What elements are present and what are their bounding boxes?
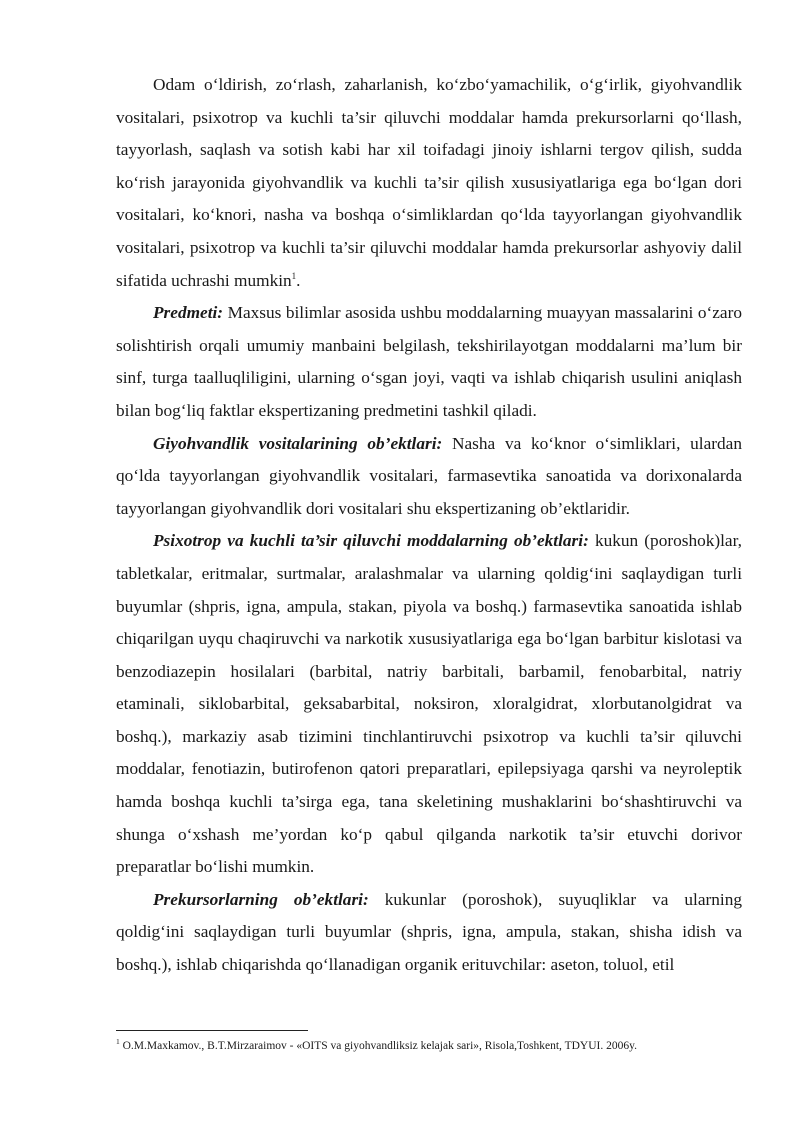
paragraph-text: Nasha va ko‘knor o‘simliklari, ulardan qo‘lda tayyorlangan giyohvandlik vositalari, farmasevtika sanoatida va dorixonalarda tayyorlangan giyohvandlik dori vositalari shu ekspertizaning ob’ektlaridir.: [116, 433, 742, 518]
paragraph-text: Odam o‘ldirish, zo‘rlash, zaharlanish, ko‘zbo‘yamachilik, o‘g‘irlik, giyohvandlik vositalari, psixotrop va kuchli ta’sir qiluvchi moddalar hamda prekursorlarni qo‘llash, tayyorlash, saqlash va sotish kabi har xil toifadagi jinoiy ishlarni tergov qilish, sudda ko‘rish jarayonida giyohvandlik va kuchli ta’sir qilish xususiyatlariga ega bo‘lgan dori vositalari, ko‘knori, nasha va boshqa o‘simliklardan qo‘lda tayyorlangan giyohvandlik vositalari, psixotrop va kuchli ta’sir qiluvchi moddalar hamda prekursorlar ashyoviy dalil sifatida uchrashi mumkin: [116, 75, 742, 290]
paragraph-term: Prekursorlarning ob’ektlari:: [153, 889, 369, 909]
paragraph-text: Maxsus bilimlar asosida ushbu moddalarning muayyan massalarini o‘zaro solishtirish orqali umumiy manbaini belgilash, tekshirilayotgan moddalarni ma’lum bir sinf, turga taalluqliligini, ularning o‘sgan joyi, vaqti va ishlab chiqarish usulini aniqlash bilan bog‘liq faktlar ekspertizaning predmetini tashkil qiladi.: [116, 303, 742, 420]
paragraph-text: kukunlar (poroshok), suyuqliklar va ularning qoldig‘ini saqlaydigan turli buyumlar (shpris, igna, ampula, stakan, shisha idish va boshq.), ishlab chiqarishda qo‘llanadigan organik erituvchilar: aseton, toluol, etil: [116, 889, 743, 975]
footnote-divider: [116, 1030, 308, 1031]
paragraph-predmeti: [116, 297, 742, 427]
paragraph-psixotrop-obektlari: [116, 525, 742, 884]
paragraph-term: Psixotrop va kuchli ta’sir qiluvchi moddalarning ob’ektlari:: [153, 531, 589, 551]
paragraph-prekursor-obektlari: [116, 884, 742, 982]
paragraph-term: Giyohvandlik vositalarining ob’ektlari:: [153, 433, 443, 453]
footnote-text: O.M.Maxkamov., B.T.Mirzaraimov - «OITS va giyohvandliksiz kelajak sari», Risola,Toshkent, TDYUI. 2006y.: [119, 1040, 637, 1052]
footnote: [116, 1039, 756, 1054]
paragraph-text: kukun (poroshok)lar, tabletkalar, eritmalar, surtmalar, aralashmalar va ularning qoldig‘ini saqlaydigan turli buyumlar (shpris, igna, ampula, stakan, piyola va boshq.) farmasevtika sanoatida ishlab chiqarilgan uyqu chaqiruvchi va narkotik xususiyatlariga ega bo‘lgan barbitur kislotasi va benzodiazepin hosilalari (barbital, natriy barbitali, barbamil, fenobarbital, natriy etaminali, siklobarbital, geksabarbital, noksiron, xloralgidrat, xlorbutanolgidrat va boshq.), markaziy asab tizimini tinchlantiruvchi psixotrop va kuchli ta’sir qiluvchi moddalar, fenotiazin, butirofenon qatori preparatlari, epilepsiyaga qarshi va neyroleptik hamda boshqa kuchli ta’sirga ega, tana skeletining mushaklarini bo‘shashtiruvchi va shunga o‘xshash me’yordan ko‘p qabul qilganda narkotik ta’sir etuvchi dorivor preparatlar bo‘lishi mumkin.: [116, 531, 742, 877]
footnote-marker: 1: [116, 1037, 120, 1047]
paragraph-intro: [116, 69, 742, 297]
paragraph-tail: .: [296, 270, 301, 290]
paragraph-giyohvandlik-obektlari: [116, 428, 742, 526]
footnote-reference[interactable]: 1: [291, 270, 297, 281]
paragraph-term: Predmeti:: [153, 303, 224, 323]
document-body: [116, 69, 742, 982]
